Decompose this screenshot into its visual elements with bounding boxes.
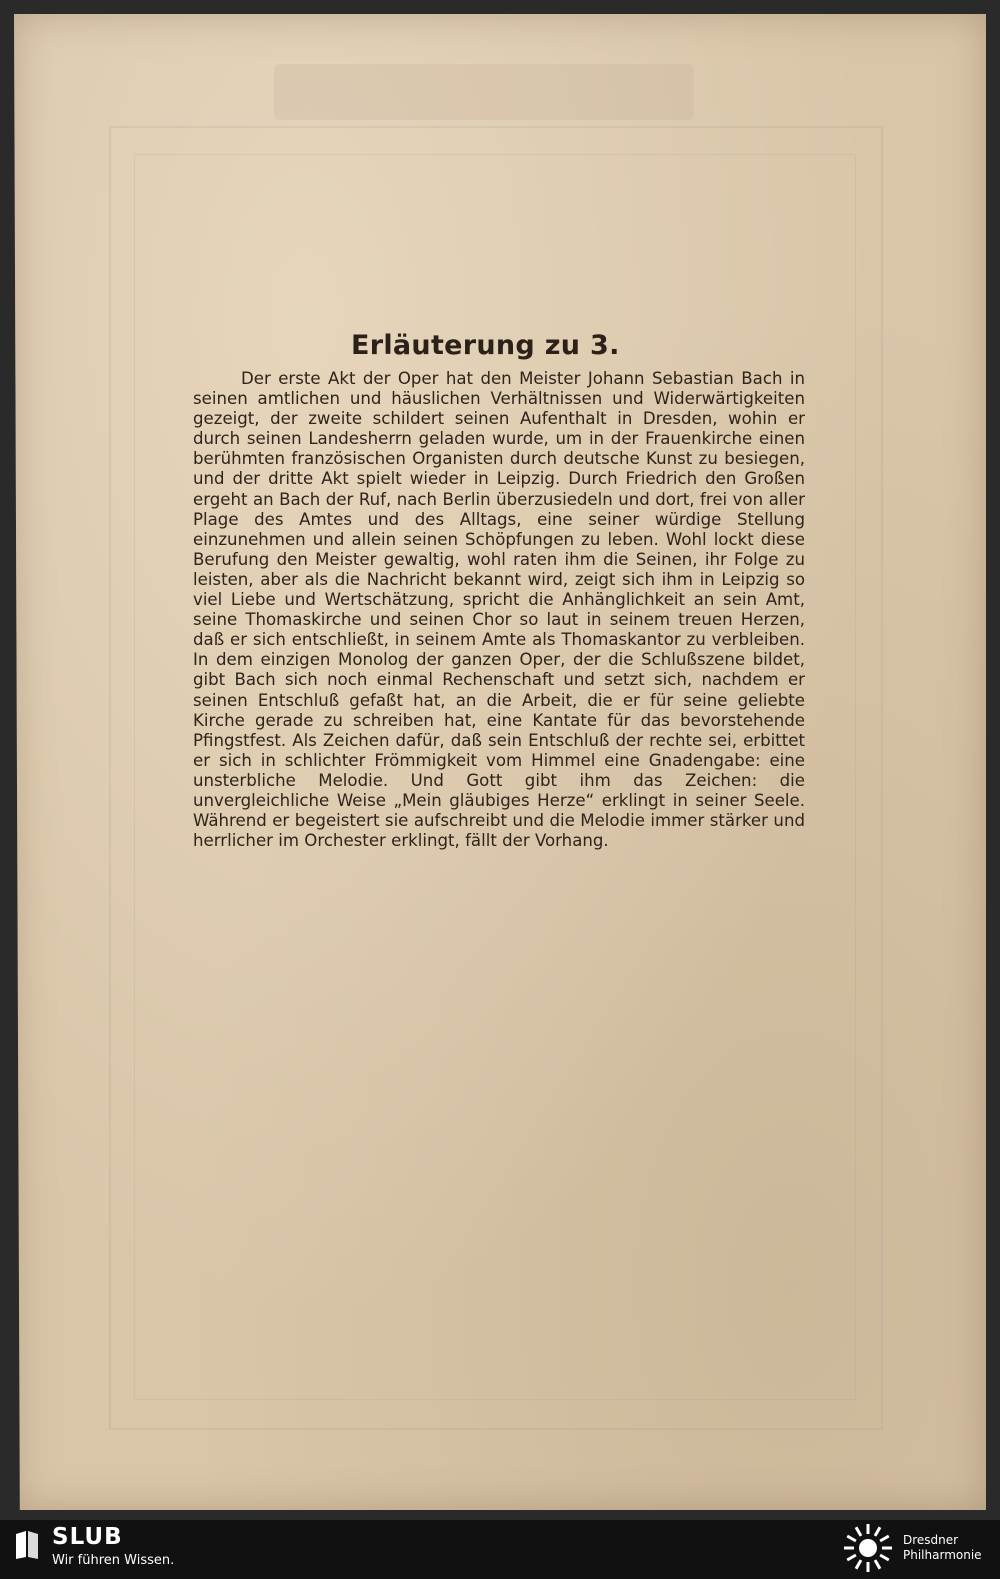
section-heading: Erläuterung zu 3.	[351, 330, 620, 361]
footer-bar	[0, 1520, 1000, 1579]
explanation-section	[193, 330, 805, 851]
show-through-title	[274, 64, 694, 120]
explanation-paragraph: Der erste Akt der Oper hat den Meister Johann Sebastian Bach in seinen amtlichen und häuslichen Verhältnissen und Widerwärtigkeiten gezeigt, der zweite schildert seinen Aufenthalt in Dresden, wohin er durch seinen Landesherrn geladen wurde, um in der Frauenkirche einen berühmten französischen Organisten durch deutsche Kunst zu besiegen, und der dritte Akt spielt wieder in Leipzig. Durch Friedrich den Großen ergeht an Bach der Ruf, nach Berlin überzusiedeln und dort, frei von aller Plage des Amtes und des Alltags, eine seiner würdige Stellung einzunehmen und allein seinen Schöpfungen zu leben. Wohl lockt diese Berufung den Meister gewaltig, wohl raten ihm die Seinen, ihr Folge zu leisten, aber als die Nachricht bekannt wird, zeigt sich ihm in Leipzig so viel Liebe und Wertschätzung, spricht die Anhänglichkeit an sein Amt, seine Thomaskirche und seinen Chor so laut in seinem treuen Herzen, daß er sich entschließt, in seinem Amte als Thomaskantor zu verbleiben. In dem einzigen Monolog der ganzen Oper, der die Schlußszene bildet, gibt Bach sich noch einmal Rechenschaft und setzt sich, nachdem er seinen Entschluß gefaßt hat, an die Arbeit, die er für seine geliebte Kirche gerade zu schreiben hat, eine Kantate für das bevorstehende Pfingstfest. Als Zeichen dafür, daß sein Entschluß der rechte sei, erbittet er sich in schlichter Frömmigkeit vom Himmel eine Gnadengabe: eine unsterbliche Melodie. Und Gott gibt ihm das Zeichen: die unvergleichliche Weise „Mein gläubiges Herze“ erklingt in seiner Seele. Während er begeistert sie aufschreibt und die Melodie immer stärker und herrlicher im Orchester erklingt, fällt der Vorhang.	[193, 369, 805, 851]
slub-book-icon	[14, 1530, 40, 1560]
sunburst-logo-icon	[842, 1522, 894, 1574]
slub-slogan: Wir führen Wissen.	[52, 1553, 175, 1568]
partner-name-line2: Philharmonie	[903, 1548, 982, 1562]
slub-name: SLUB	[52, 1524, 123, 1550]
partner-name-line1: Dresdner	[903, 1533, 959, 1547]
